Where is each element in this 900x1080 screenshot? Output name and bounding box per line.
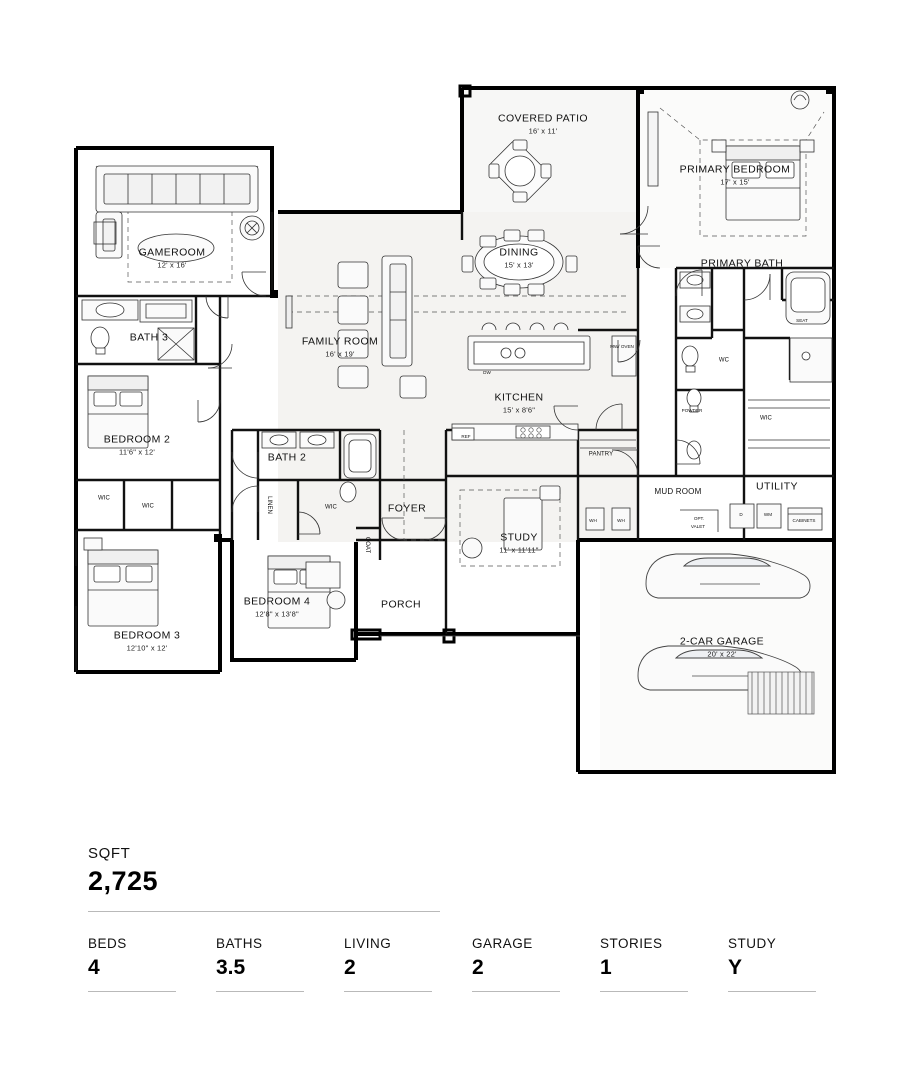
room-label [483, 370, 491, 376]
room-label [764, 512, 772, 518]
room-name: BEDROOM 4 [243, 595, 311, 608]
room-dimensions: 11'6" x 12' [119, 447, 155, 457]
room-name: WC [718, 357, 730, 364]
room-name: BATH 3 [129, 331, 169, 344]
spec-summary [88, 845, 828, 992]
room-name: COAT [363, 536, 370, 554]
room-label [589, 518, 597, 524]
room-label [701, 257, 783, 270]
room-name: DW [483, 370, 491, 376]
spec-label: STUDY [728, 936, 777, 951]
room-label [655, 487, 702, 497]
room-dimensions: 11' x 11'11" [499, 545, 539, 555]
spec-value: 3.5 [216, 956, 246, 979]
room-label [680, 635, 764, 659]
spec-value: Y [728, 956, 743, 979]
spec-value: 4 [88, 956, 100, 979]
room-name: WIC [760, 415, 772, 422]
room-name: PRIMARY BATH [700, 257, 784, 270]
room-name: PORCH [381, 598, 421, 611]
room-dimensions: 16' x 19' [325, 349, 355, 359]
room-dimensions: 12' x 16' [157, 260, 187, 270]
spec-label: BEDS [88, 936, 127, 951]
room-label [617, 518, 625, 524]
spec-label: STORIES [600, 936, 663, 951]
room-dimensions: 15' x 8'6" [502, 405, 536, 415]
room-name: FOYER [387, 502, 427, 515]
room-label [498, 112, 588, 136]
spec-value: 2 [472, 956, 484, 979]
room-label [142, 503, 154, 511]
spec-cell [88, 936, 216, 992]
room-name: WIC [98, 495, 110, 502]
room-name: PANTRY [588, 451, 614, 458]
room-label [139, 246, 206, 270]
spec-cell [216, 936, 344, 992]
room-label [381, 598, 421, 611]
room-label [104, 433, 171, 457]
room-name: WH [589, 518, 597, 524]
room-name: VALET [690, 524, 706, 530]
room-label [302, 335, 378, 359]
room-dimensions: 12'8" x 13'8" [255, 609, 299, 619]
room-name: OPT. [693, 516, 705, 522]
room-name: BEDROOM 2 [103, 433, 171, 446]
spec-row [88, 936, 828, 992]
spec-cell [600, 936, 728, 992]
spec-divider [728, 991, 816, 992]
room-name: GAMEROOM [138, 246, 206, 259]
room-label [760, 415, 772, 423]
room-label [461, 434, 470, 440]
spec-value: 2 [344, 956, 356, 979]
sqft-value: 2,725 [88, 866, 159, 896]
room-label [680, 163, 791, 187]
spec-value: 1 [600, 956, 612, 979]
room-name: D [739, 512, 743, 518]
room-label [130, 331, 168, 344]
spec-divider [88, 991, 176, 992]
room-name: SEAT [796, 318, 808, 324]
room-label [756, 480, 798, 493]
room-label [325, 504, 337, 512]
room-name: BATH 2 [267, 451, 307, 464]
spec-cell [728, 936, 856, 992]
spec-divider [600, 991, 688, 992]
spec-label: LIVING [344, 936, 392, 951]
room-label [495, 391, 544, 415]
room-name: WH [617, 518, 625, 524]
room-label [244, 595, 311, 619]
room-name: CABINETS [792, 518, 816, 524]
room-dimensions: 16' x 11' [528, 126, 558, 136]
room-label [739, 512, 742, 518]
room-name: 2-CAR GARAGE [679, 635, 765, 648]
room-name: COVERED PATIO [498, 112, 588, 125]
room-dimensions: 17' x 15' [720, 177, 750, 187]
spec-divider [216, 991, 304, 992]
room-label [388, 502, 426, 515]
room-name: REF [461, 434, 471, 440]
room-name: BEDROOM 3 [113, 629, 181, 642]
room-name: UTILITY [756, 480, 798, 493]
spec-divider [472, 991, 560, 992]
room-name: WIC [325, 504, 337, 511]
spec-label: GARAGE [472, 936, 533, 951]
room-name: POWDER [681, 408, 703, 414]
room-name: WM [763, 512, 773, 518]
room-label [499, 531, 538, 555]
room-label [796, 318, 808, 324]
room-label [691, 524, 705, 530]
room-label [268, 451, 306, 464]
sqft-label: SQFT [88, 845, 131, 862]
room-name: STUDY [500, 531, 538, 544]
spec-label: BATHS [216, 936, 263, 951]
room-name: MUD ROOM [654, 487, 702, 496]
room-name: WIC [142, 503, 154, 510]
room-label [362, 537, 370, 553]
room-label [610, 344, 634, 350]
room-name: DINING [499, 246, 539, 259]
room-label [264, 496, 272, 514]
room-name: MW/ OVEN [610, 344, 634, 350]
room-label [694, 516, 704, 522]
room-dimensions: 12'10" x 12' [126, 643, 168, 653]
room-name: PRIMARY BEDROOM [679, 163, 791, 176]
room-name: KITCHEN [494, 391, 544, 404]
room-name: LINEN [265, 496, 272, 514]
room-label [98, 495, 110, 503]
room-label [589, 451, 613, 459]
spec-cell [472, 936, 600, 992]
room-label [114, 629, 181, 653]
spec-cell [344, 936, 472, 992]
sqft-divider [88, 911, 440, 912]
room-label [719, 357, 729, 365]
room-label [682, 408, 703, 414]
room-label [499, 246, 538, 270]
room-dimensions: 15' x 13' [504, 260, 534, 270]
room-label [793, 518, 816, 524]
spec-divider [344, 991, 432, 992]
room-name: FAMILY ROOM [301, 335, 379, 348]
room-dimensions: 20' x 22' [707, 649, 737, 659]
